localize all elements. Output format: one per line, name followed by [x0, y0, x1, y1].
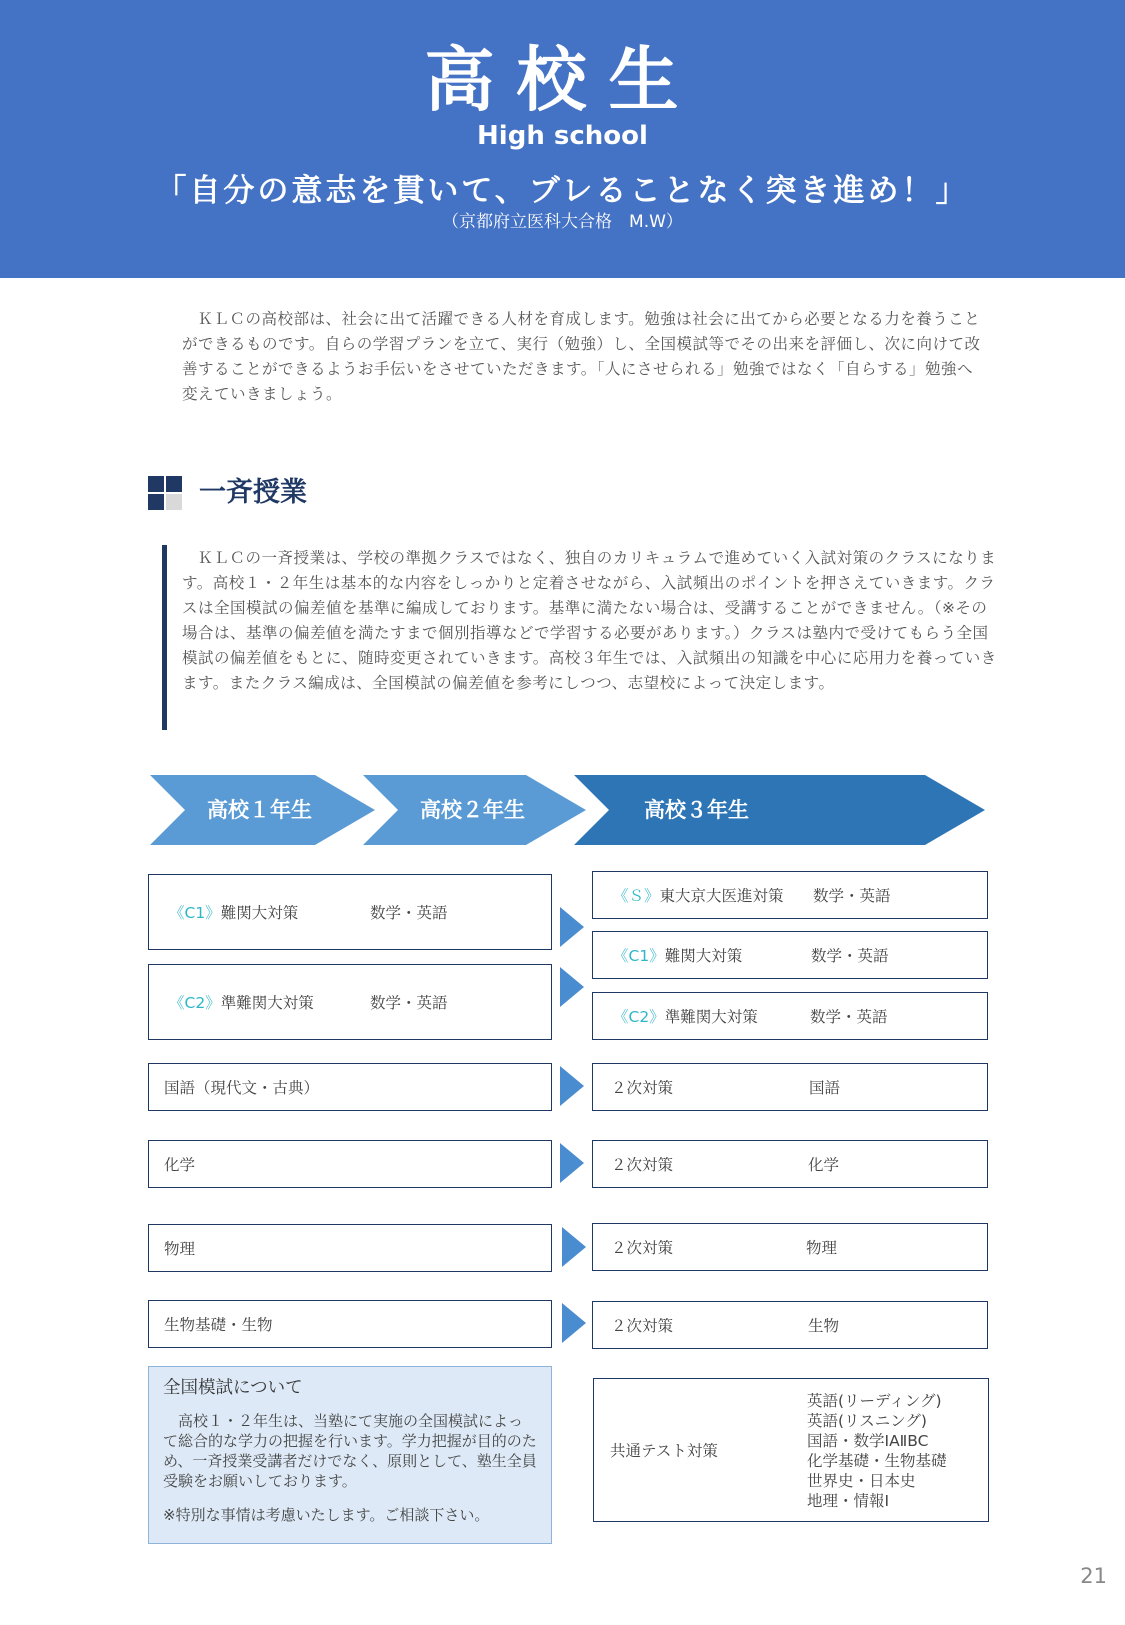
- course-subjects: 数学・英語: [813, 887, 891, 905]
- class-label: 《C1》: [169, 904, 221, 922]
- arrow-right-icon: [560, 967, 584, 1007]
- course-name: 物理: [164, 1240, 196, 1258]
- list-item: 英語(リーディング): [807, 1392, 942, 1410]
- course-name: 難関大対策: [664, 947, 743, 965]
- course-subjects: 数学・英語: [370, 994, 448, 1012]
- note-footnote: ※特別な事情は考慮いたします。ご相談下さい。: [163, 1506, 490, 1524]
- list-item: 世界史・日本史: [807, 1472, 916, 1490]
- course-box-chemistry-3: [592, 1140, 988, 1188]
- class-label: 《C2》: [613, 1008, 665, 1026]
- course-name: 難関大対策: [220, 904, 299, 922]
- course-name: ２次対策: [611, 1156, 674, 1174]
- intro-paragraph: ＫＬＣの高校部は、社会に出て活躍できる人材を育成します。勉強は社会に出てから必要となる力を養うことができるものです。自らの学習プランを立て、実行（勉強）し、全国模試等でその出来を評価し、次に向けて改善することができるようお手伝いをさせていただきます。「人にさせられる」勉強ではなく「自らする」勉強へ変えていきましょう。: [182, 310, 981, 403]
- course-box-physics-3: [592, 1223, 988, 1271]
- arrow-right-icon: [560, 1066, 584, 1106]
- course-subjects: 化学: [808, 1156, 840, 1174]
- note-body: 高校１・２年生は、当塾にて実施の全国模試によって総合的な学力の把握を行います。学力把握が目的のため、一斉授業受講者だけでなく、原則として、塾生全員受験をお願いしております。: [163, 1412, 537, 1490]
- class-label: 《C2》: [169, 994, 221, 1012]
- course-name: 化学: [164, 1156, 196, 1174]
- list-item: 国語・数学ⅠAⅡBC: [807, 1432, 929, 1450]
- quote-author: （京都府立医科大合格 M.W）: [442, 212, 683, 232]
- course-name: 生物基礎・生物: [164, 1316, 273, 1334]
- list-item: 化学基礎・生物基礎: [807, 1452, 947, 1470]
- course-subjects: 国語: [809, 1079, 841, 1097]
- course-name: 準難関大対策: [664, 1008, 758, 1026]
- course-subjects: 生物: [808, 1317, 840, 1335]
- common-test-subjects: [807, 1391, 947, 1511]
- course-box-physics: [148, 1224, 552, 1272]
- course-name: ２次対策: [611, 1079, 674, 1097]
- section-body: ＫＬＣの一斉授業は、学校の準拠クラスではなく、独自のカリキュラムで進めていく入試対策のクラスになります。高校１・２年生は基本的な内容をしっかりと定着させながら、入試頻出のポイントを押さえていきます。クラスは全国模試の偏差値を基準に編成しております。基準に満たない場合は、受講することができません。（※その場合は、基準の偏差値を満たすまで個別指導などで学習する必要があります。）クラスは塾内で受けてもらう全国模試の偏差値をもとに、随時変更されていきます。高校３年生では、入試頻出の知識を中心に応用力を養っていきます。またクラス編成は、全国模試の偏差値を参考にしつつ、志望校によって決定します。: [182, 549, 997, 692]
- mock-exam-note: [148, 1366, 552, 1544]
- common-test-box: [593, 1378, 989, 1522]
- course-box-c1-3: [592, 931, 988, 979]
- course-name: 東大京大医進対策: [659, 887, 784, 905]
- arrow-right-icon: [560, 1143, 584, 1183]
- course-box-c2: [148, 964, 552, 1040]
- course-box-japanese: [148, 1063, 552, 1111]
- course-name: 準難関大対策: [220, 994, 314, 1012]
- course-subjects: 数学・英語: [811, 947, 889, 965]
- section-square-icon: [148, 476, 184, 512]
- list-item: 英語(リスニング): [807, 1412, 927, 1430]
- section-title: 一斉授業: [199, 477, 307, 508]
- note-title: 全国模試について: [163, 1378, 303, 1398]
- course-box-biology-3: [592, 1301, 988, 1349]
- quote: 「自分の意志を貫いて、ブレることなく突き進め！」: [155, 173, 970, 209]
- common-test-label: 共通テスト対策: [610, 1442, 718, 1460]
- course-name: 国語（現代文・古典）: [164, 1079, 320, 1097]
- course-subjects: 数学・英語: [810, 1008, 888, 1026]
- course-subjects: 物理: [806, 1239, 838, 1257]
- list-item: 地理・情報Ⅰ: [807, 1492, 890, 1510]
- page-number: 21: [1080, 1564, 1107, 1588]
- grade-1-label: 高校１年生: [207, 798, 312, 822]
- class-label: 《Ｓ》: [613, 887, 660, 905]
- course-subjects: 数学・英語: [370, 904, 448, 922]
- course-name: ２次対策: [611, 1239, 674, 1257]
- header-banner: [0, 0, 1125, 278]
- course-box-chemistry: [148, 1140, 552, 1188]
- section-accent-bar: [162, 545, 167, 730]
- page-subtitle: High school: [477, 121, 648, 151]
- grade-3-label: 高校３年生: [644, 798, 749, 822]
- page-title: 高校生: [424, 39, 701, 121]
- course-box-s: [592, 871, 988, 919]
- course-box-c2-3: [592, 992, 988, 1040]
- grade-2-label: 高校２年生: [420, 798, 525, 822]
- course-name: ２次対策: [611, 1317, 674, 1335]
- arrow-right-icon: [562, 1303, 586, 1343]
- arrow-right-icon: [560, 907, 584, 947]
- course-box-biology: [148, 1300, 552, 1348]
- course-box-c1: [148, 874, 552, 950]
- arrow-right-icon: [562, 1227, 586, 1267]
- class-label: 《C1》: [613, 947, 665, 965]
- course-box-japanese-3: [592, 1063, 988, 1111]
- grade-3-chevron: [574, 775, 985, 845]
